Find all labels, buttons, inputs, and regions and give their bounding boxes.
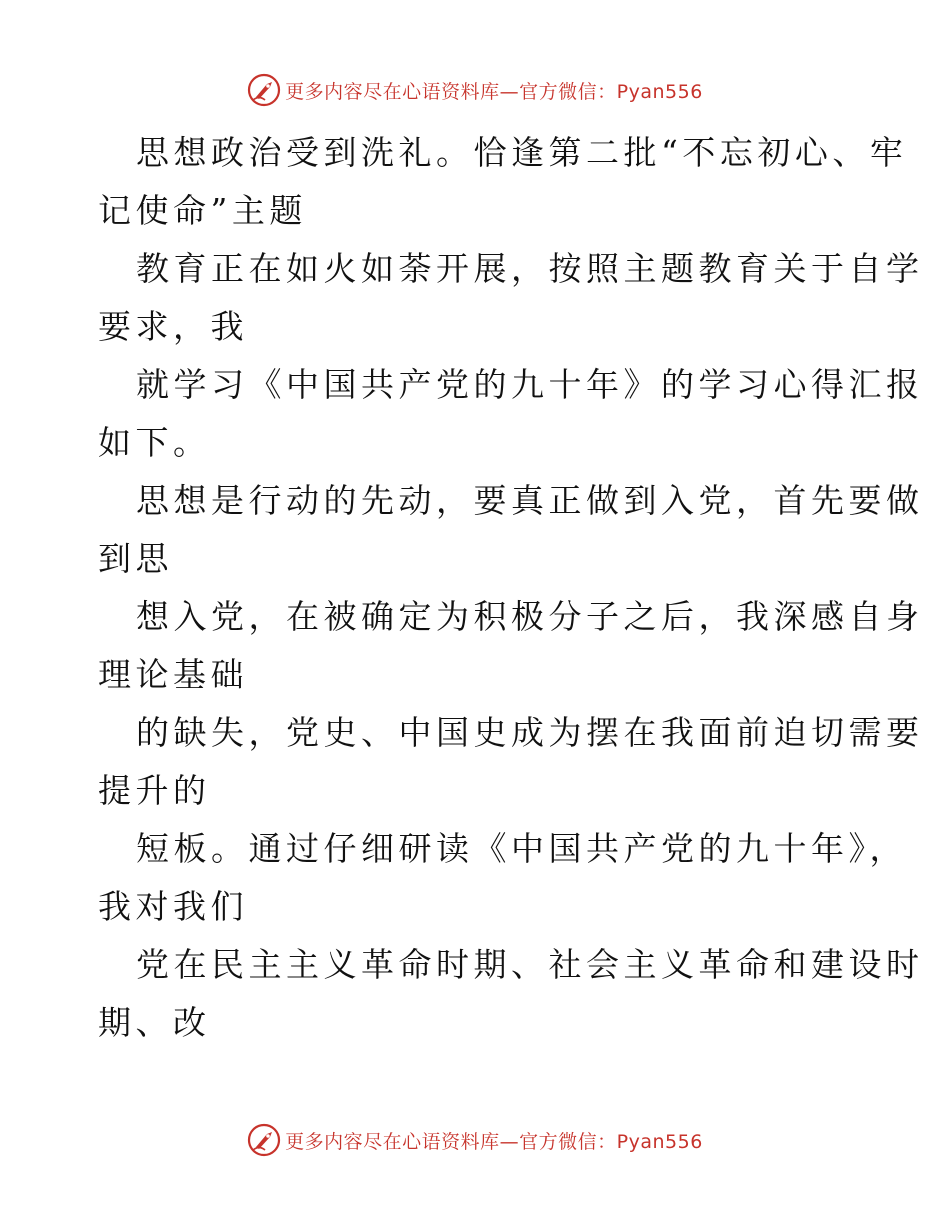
text-line: 提升的 [98, 771, 211, 810]
text-line: 短板。通过仔细研读《中国共产党的九十年》， [136, 829, 907, 868]
text-line: 就学习《中国共产党的九十年》的学习心得汇报 [136, 365, 924, 404]
footer-banner-text: 更多内容尽在心语资料库—官方微信：Pyan556 [285, 1130, 703, 1153]
text-line: 党在民主主义革命时期、社会主义革命和建设时 [136, 945, 924, 984]
text-line: 想入党，在被确定为积极分子之后，我深感自身 [136, 597, 924, 636]
text-line: 到思 [98, 539, 173, 578]
footer-banner [0, 1120, 950, 1160]
text-line: 思想是行动的先动，要真正做到入党，首先要做 [136, 481, 924, 520]
pen-nib-logo-icon [247, 1123, 281, 1157]
header-banner-text: 更多内容尽在心语资料库—官方微信：Pyan556 [285, 80, 703, 103]
text-line: 思想政治受到洗礼。恰逢第二批“不忘初心、牢 [136, 133, 908, 172]
header-banner [0, 70, 950, 110]
text-line: 期、改 [98, 1003, 211, 1042]
text-line: 要求，我 [98, 307, 248, 346]
text-line: 我对我们 [98, 887, 248, 926]
text-line: 的缺失，党史、中国史成为摆在我面前迫切需要 [136, 713, 924, 752]
text-line: 理论基础 [98, 655, 248, 694]
pen-nib-logo-icon [247, 73, 281, 107]
text-line: 记使命”主题 [98, 191, 307, 230]
text-line: 如下。 [98, 423, 211, 462]
text-line: 教育正在如火如荼开展，按照主题教育关于自学 [136, 249, 924, 288]
document-body [98, 124, 924, 1052]
